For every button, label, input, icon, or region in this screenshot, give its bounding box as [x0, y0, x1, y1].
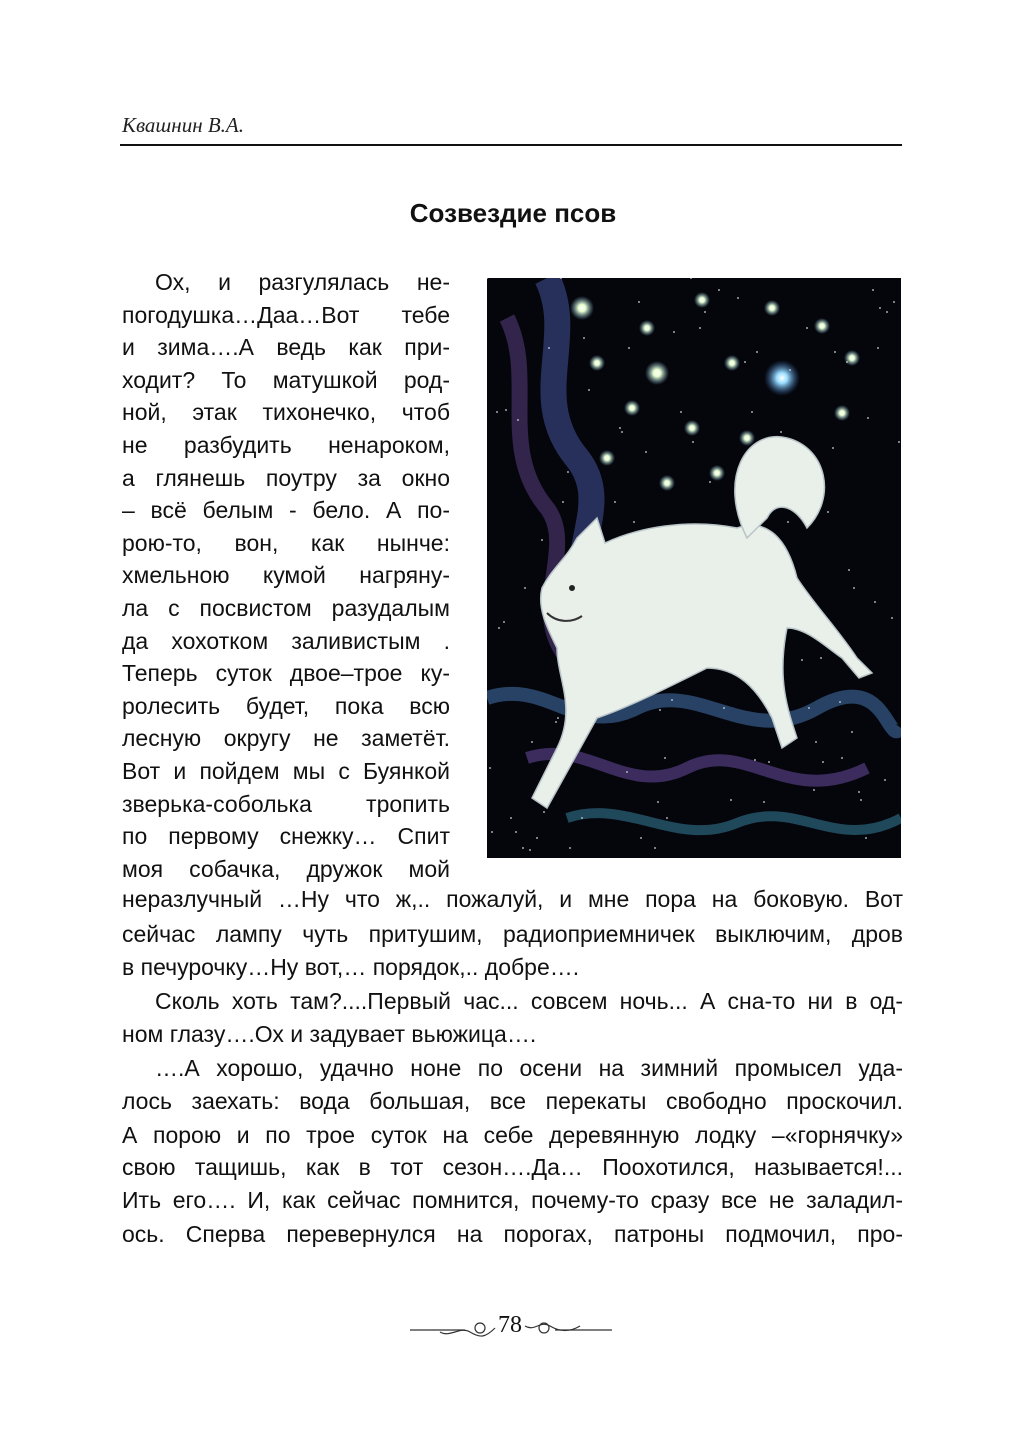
- text-line: по первому снежку… Спит: [122, 823, 450, 850]
- star-dot-icon: [555, 721, 557, 723]
- text-line: Сколь хоть там?....Первый час... совсем ночь... А сна-то ни в од-: [155, 988, 903, 1014]
- text-line: погодушка…Даа…Вот тебе: [122, 301, 450, 328]
- star-dot-icon: [614, 501, 616, 503]
- star-dot-icon: [621, 431, 623, 433]
- star-dot-icon: [860, 799, 862, 801]
- text-line: – всё белым - бело. А по-: [122, 497, 450, 524]
- running-header-author: Квашнин В.А.: [122, 113, 245, 137]
- text-line: ось. Сперва перевернулся на порогах, патроны подмочил, про-: [122, 1221, 903, 1247]
- star-dot-icon: [898, 441, 900, 443]
- star-dot-icon: [877, 347, 879, 349]
- star-dot-icon: [654, 847, 656, 849]
- text-line: ходит? То матушкой род-: [122, 366, 450, 393]
- star-dot-icon: [505, 409, 507, 411]
- star-dot-icon: [498, 627, 500, 629]
- star-dot-icon: [886, 311, 888, 313]
- text-line: а глянешь поутру за окно: [122, 464, 450, 491]
- star-dot-icon: [834, 351, 836, 353]
- star-dot-icon: [730, 799, 732, 801]
- star-dot-icon: [659, 709, 661, 711]
- star-icon: [709, 465, 725, 481]
- star-dot-icon: [768, 761, 770, 763]
- star-dot-icon: [858, 791, 860, 793]
- text-line: Вот и пойдем мы с Буянкой: [122, 758, 450, 784]
- star-dot-icon: [751, 411, 753, 413]
- text-line: ла с посвистом разудалым: [122, 595, 450, 621]
- star-icon: [624, 400, 640, 416]
- text-line: сейчас лампу чуть притушим, радиоприемничек выключим, дров: [122, 921, 903, 947]
- star-dot-icon: [673, 331, 675, 333]
- star-dot-icon: [671, 699, 673, 701]
- star-dot-icon: [827, 511, 829, 513]
- star-dot-icon: [841, 757, 843, 759]
- star-dot-icon: [524, 587, 526, 589]
- star-dot-icon: [562, 501, 564, 503]
- star-dot-icon: [517, 419, 519, 421]
- star-dot-icon: [666, 817, 668, 819]
- text-line: ….А хорошо, удачно ноне по осени на зимний промысел уда-: [155, 1055, 903, 1081]
- star-dot-icon: [787, 521, 789, 523]
- star-dot-icon: [874, 601, 876, 603]
- star-dot-icon: [872, 289, 874, 291]
- star-dot-icon: [832, 447, 834, 449]
- star-dot-icon: [822, 761, 824, 763]
- star-icon: [645, 361, 669, 385]
- star-dot-icon: [680, 411, 682, 413]
- star-dot-icon: [522, 847, 524, 849]
- text-line: свою тащишь, как в тот сезон….Да… Поохотился, называется!...: [122, 1154, 903, 1180]
- star-dot-icon: [815, 741, 817, 743]
- star-dot-icon: [657, 801, 659, 803]
- star-icon: [764, 300, 780, 316]
- star-dot-icon: [846, 361, 848, 363]
- star-dot-icon: [744, 361, 746, 363]
- star-icon: [659, 475, 675, 491]
- text-line: рою-то, вон, как нынче:: [122, 529, 450, 556]
- star-dot-icon: [820, 657, 822, 659]
- star-dot-icon: [756, 351, 758, 353]
- text-line: зверька-соболька тропить: [122, 790, 450, 817]
- star-icon: [639, 320, 655, 336]
- text-line: моя собачка, дружок мой: [122, 855, 450, 882]
- star-dot-icon: [848, 569, 850, 571]
- star-dot-icon: [638, 301, 640, 303]
- page-number: 78: [498, 1312, 522, 1338]
- star-dot-icon: [510, 817, 512, 819]
- text-line: лесную округу не заметёт.: [122, 725, 450, 752]
- star-dot-icon: [548, 347, 550, 349]
- star-dot-icon: [806, 327, 808, 329]
- star-dot-icon: [839, 701, 841, 703]
- text-line: ном глазу….Ох и задувает вьюжица….: [122, 1021, 537, 1047]
- text-line: Ить его…. И, как сейчас помнится, почему-то сразу все не заладил-: [122, 1187, 903, 1213]
- star-dot-icon: [754, 759, 756, 761]
- text-line: ролесить будет, пока всю: [122, 692, 450, 719]
- text-line: Ох, и разгулялась не-: [155, 269, 450, 295]
- star-dot-icon: [891, 617, 893, 619]
- star-dot-icon: [704, 311, 706, 313]
- text-line: и зима….А ведь как при-: [122, 334, 450, 361]
- star-dot-icon: [699, 327, 701, 329]
- star-dot-icon: [581, 817, 583, 819]
- star-dot-icon: [879, 307, 881, 309]
- star-dot-icon: [491, 831, 493, 833]
- star-icon: [694, 292, 710, 308]
- star-dot-icon: [496, 411, 498, 413]
- star-dot-icon: [633, 521, 635, 523]
- star-dot-icon: [789, 369, 791, 371]
- chapter-title: Созвездие псов: [409, 198, 617, 228]
- star-dot-icon: [645, 451, 647, 453]
- star-icon: [684, 420, 700, 436]
- star-dot-icon: [515, 831, 517, 833]
- illustration-white-dog-constellation: [487, 278, 901, 858]
- star-dot-icon: [503, 621, 505, 623]
- star-dot-icon: [718, 289, 720, 291]
- star-dot-icon: [583, 337, 585, 339]
- text-line: А порою и по трое суток на себе деревянную лодку –«горнячку»: [122, 1122, 903, 1148]
- star-dot-icon: [588, 389, 590, 391]
- star-dot-icon: [893, 301, 895, 303]
- star-dot-icon: [557, 717, 559, 719]
- star-dot-icon: [884, 779, 886, 781]
- star-icon: [844, 350, 860, 366]
- star-icon: [570, 296, 594, 320]
- star-dot-icon: [626, 771, 628, 773]
- star-dot-icon: [808, 707, 810, 709]
- star-icon: [764, 360, 800, 396]
- star-dot-icon: [692, 441, 694, 443]
- text-line: ной, этак тихонечко, чтоб: [122, 399, 450, 426]
- header-rule: [120, 144, 902, 146]
- star-dot-icon: [664, 757, 666, 759]
- star-dot-icon: [865, 837, 867, 839]
- star-dot-icon: [543, 811, 545, 813]
- star-icon: [589, 355, 605, 371]
- star-dot-icon: [737, 297, 739, 299]
- text-line: неразлучный …Ну что ж,.. пожалуй, и мне пора на боковую. Вот: [122, 886, 903, 912]
- star-dot-icon: [567, 471, 569, 473]
- star-dot-icon: [619, 427, 621, 429]
- star-dot-icon: [536, 837, 538, 839]
- text-line: хмельною кумой нагряну-: [122, 562, 450, 589]
- star-icon: [724, 355, 740, 371]
- star-icon: [814, 318, 830, 334]
- text-line: в печурочку…Ну вот,… порядок,.. добре….: [122, 954, 580, 980]
- star-dot-icon: [853, 587, 855, 589]
- star-dot-icon: [569, 847, 571, 849]
- star-dot-icon: [851, 731, 853, 733]
- text-line: Теперь суток двое–трое ку-: [122, 660, 450, 687]
- text-line: не разбудить ненароком,: [122, 432, 450, 458]
- star-icon: [834, 405, 850, 421]
- text-line: да хохотком заливистым .: [122, 627, 450, 654]
- star-icon: [739, 430, 755, 446]
- star-dot-icon: [640, 837, 642, 839]
- star-dot-icon: [628, 347, 630, 349]
- star-dot-icon: [723, 707, 725, 709]
- star-dot-icon: [487, 278, 488, 279]
- star-dot-icon: [813, 789, 815, 791]
- star-dot-icon: [763, 801, 765, 803]
- star-dot-icon: [531, 741, 533, 743]
- star-dot-icon: [867, 417, 869, 419]
- star-icon: [599, 450, 615, 466]
- star-dot-icon: [801, 659, 803, 661]
- star-dot-icon: [709, 481, 711, 483]
- text-line: лось заехать: вода большая, все перекаты свободно проскочил.: [122, 1088, 903, 1114]
- star-dot-icon: [529, 849, 531, 851]
- page-footer: [380, 1308, 640, 1344]
- star-dot-icon: [780, 431, 782, 433]
- star-dot-icon: [541, 539, 543, 541]
- star-dot-icon: [690, 278, 692, 279]
- star-dot-icon: [489, 767, 491, 769]
